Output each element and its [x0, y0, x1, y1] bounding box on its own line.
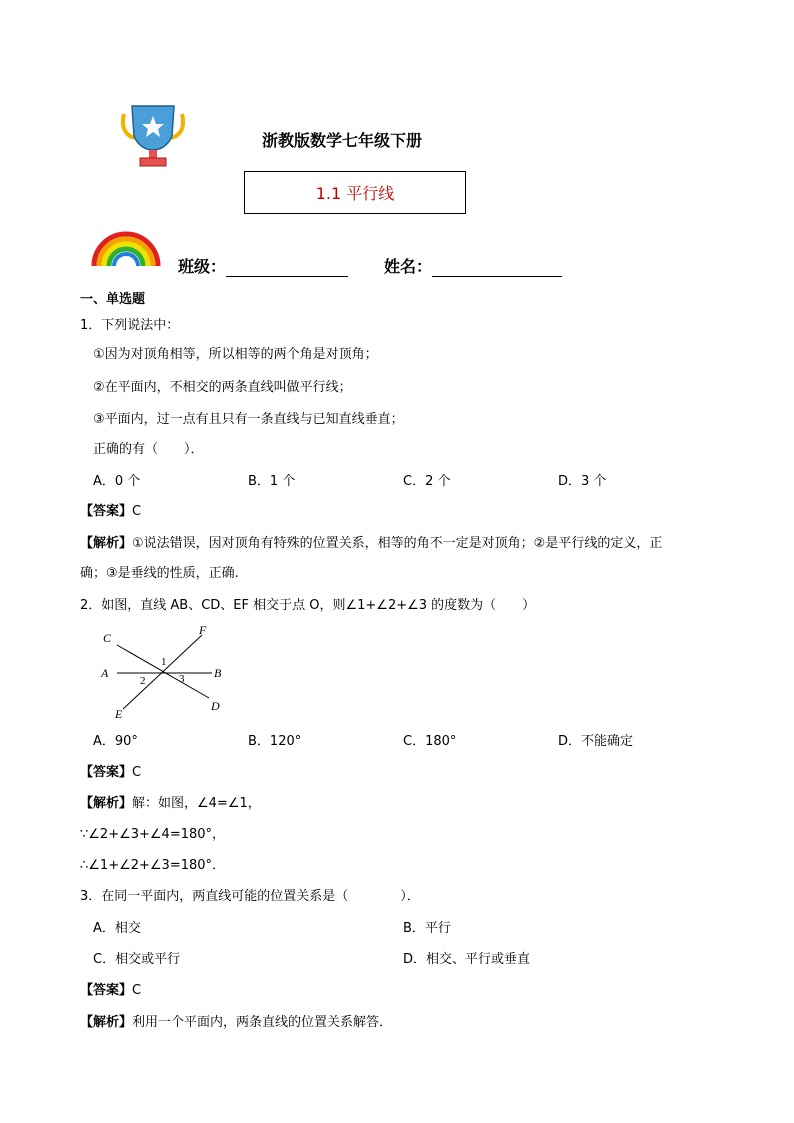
label-e: E	[115, 707, 123, 721]
page-title: 浙教版数学七年级下册	[262, 131, 423, 150]
label-f: F	[199, 623, 207, 637]
q1-analysis-line-1	[80, 532, 662, 551]
q3-answer-tag: 【答案】	[80, 983, 133, 998]
name-label: 姓名：	[384, 257, 433, 276]
q1-stem: 1．下列说法中：	[80, 318, 180, 333]
q3-analysis-tag: 【解析】	[80, 1015, 133, 1030]
angle-3-label: 3	[179, 673, 185, 685]
q1-answer-value: C	[132, 504, 142, 519]
q1-analysis-line-2: 确；③是垂线的性质，正确.	[80, 566, 239, 581]
class-label: 班级：	[178, 257, 227, 276]
q3-analysis-text-1: 利用一个平面内，两条直线的位置关系解答．	[132, 1015, 393, 1030]
trophy-icon	[118, 100, 188, 170]
q1-option-a[interactable]: A．0 个	[93, 474, 141, 489]
q2-figure	[95, 620, 235, 724]
q3-option-a[interactable]: A．相交	[93, 921, 141, 936]
q1-statement-2: ②在平面内，不相交的两条直线叫做平行线；	[93, 380, 352, 395]
q3-option-d[interactable]: D．相交、平行或垂直	[403, 952, 531, 967]
q2-analysis-line-1	[80, 792, 261, 811]
q2-analysis-line-2: ∵∠2+∠3+∠4=180°，	[80, 827, 226, 842]
q3-answer	[80, 979, 141, 998]
q1-statement-3: ③平面内，过一点有且只有一条直线与已知直线垂直；	[93, 412, 404, 427]
label-a: A	[101, 666, 109, 680]
q2-analysis-line-3: ∴∠1+∠2+∠3=180°．	[80, 858, 226, 873]
q3-option-b[interactable]: B．平行	[403, 921, 451, 936]
lesson-title-box	[244, 171, 466, 214]
label-c: C	[103, 631, 112, 645]
q3-answer-value: C	[132, 983, 142, 998]
name-field	[384, 254, 562, 277]
q1-statement-1: ①因为对顶角相等，所以相等的两个角是对顶角；	[93, 347, 378, 362]
q2-answer-tag: 【答案】	[80, 765, 133, 780]
q2-analysis-tag: 【解析】	[80, 796, 133, 811]
q1-analysis-text-1: ①说法错误，因对顶角有特殊的位置关系，相等的角不一定是对顶角；②是平行线的定义，正	[132, 536, 663, 551]
q2-stem: 2．如图，直线 AB、CD、EF 相交于点 O，则∠1+∠2+∠3 的度数为（ ）	[80, 598, 536, 613]
label-b: B	[214, 666, 222, 680]
q2-option-d[interactable]: D．不能确定	[558, 734, 634, 749]
q3-analysis-line-1	[80, 1011, 392, 1030]
name-blank[interactable]	[432, 258, 562, 277]
q2-answer-value: C	[132, 765, 142, 780]
q1-option-b[interactable]: B．1 个	[248, 474, 296, 489]
section-heading: 一、单选题	[80, 292, 146, 307]
q2-option-c[interactable]: C．180°	[403, 734, 457, 749]
label-d: D	[211, 699, 220, 713]
q2-option-b[interactable]: B．120°	[248, 734, 302, 749]
class-field	[178, 254, 348, 277]
q2-answer	[80, 761, 141, 780]
q1-option-d[interactable]: D．3 个	[558, 474, 607, 489]
angle-1-label: 1	[161, 656, 167, 668]
q1-answer-tag: 【答案】	[80, 504, 133, 519]
q1-analysis-tag: 【解析】	[80, 536, 133, 551]
q1-ask: 正确的有（ ）．	[93, 442, 204, 457]
lesson-title: 1.1 平行线	[315, 184, 395, 203]
q2-option-a[interactable]: A．90°	[93, 734, 138, 749]
q1-option-c[interactable]: C．2 个	[403, 474, 451, 489]
q3-option-c[interactable]: C．相交或平行	[93, 952, 181, 967]
line-ef	[123, 635, 202, 709]
class-blank[interactable]	[226, 258, 348, 277]
q2-analysis-text-1: 解：如图，∠4=∠1，	[132, 796, 261, 811]
angle-2-label: 2	[140, 675, 146, 687]
q3-stem: 3．在同一平面内，两直线可能的位置关系是（ ）．	[80, 889, 420, 904]
rainbow-icon	[90, 226, 162, 268]
q1-answer	[80, 500, 141, 519]
